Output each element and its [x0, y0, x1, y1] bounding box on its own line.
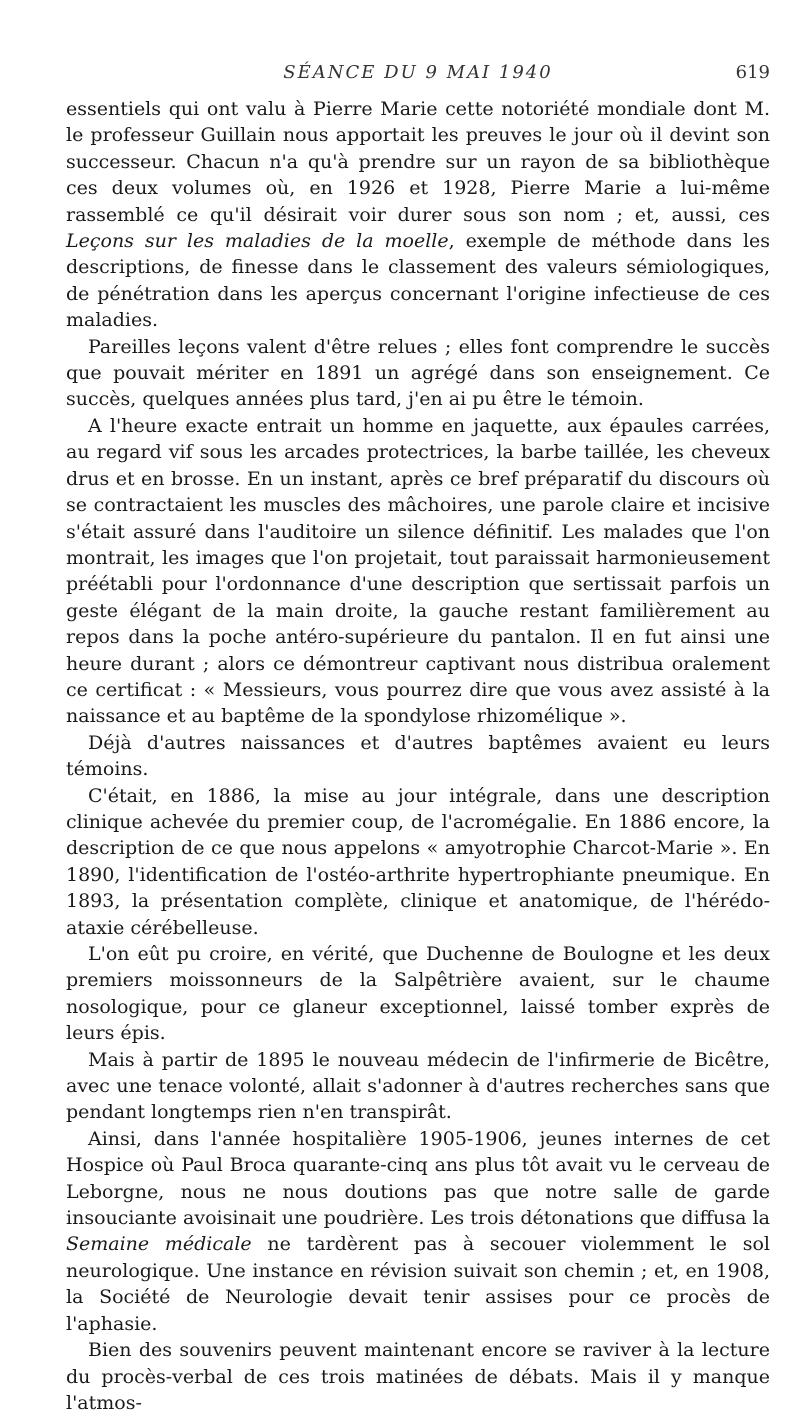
running-title: SÉANCE DU 9 MAI 1940	[283, 62, 553, 83]
paragraph: Mais à partir de 1895 le nouveau médecin de l'infirmerie de Bicêtre, avec une tenace volonté, allait s'adonner à d'autres recherches sans que pendant longtemps rien n'en transpirât.	[66, 1048, 770, 1124]
paragraph: C'était, en 1886, la mise au jour intégrale, dans une description clinique achevée du premier coup, de l'acromégalie. En 1886 encore, la description de ce que nous appelons « amyotrophie Charcot-Marie ». En 1890, l'identification de l'ostéo-arthrite hypertrophiante pneumique. En 1893, la présentation complète, clinique et anatomique, de l'hérédo-ataxie cérébelleuse.	[66, 784, 770, 939]
paragraph: L'on eût pu croire, en vérité, que Duchenne de Boulogne et les deux premiers moissonneurs de la Salpêtrière avaient, sur le chaume nosologique, pour ce glaneur exceptionnel, laissé tomber exprès de leurs épis.	[66, 943, 770, 1045]
page-number: 619	[735, 62, 770, 83]
paragraph: Déjà d'autres naissances et d'autres baptêmes avaient eu leurs témoins.	[66, 731, 770, 781]
paragraph: Bien des souvenirs peuvent maintenant encore se raviver à la lecture du procès-verbal de ces trois matinées de débats. Mais il y manque l'atmos-	[66, 1339, 770, 1414]
emphasized-title: Semaine médicale	[66, 1233, 252, 1256]
paragraph: A l'heure exacte entrait un homme en jaquette, aux épaules carrées, au regard vif sous les arcades protectrices, la barbe taillée, les cheveux drus et en brosse. En un instant, après ce bref préparatif du discours où se contractaient les muscles des mâchoires, une parole claire et incisive s'était assuré dans l'auditoire un silence définitif. Les malades que l'on montrait, les images que l'on projetait, tout paraissait harmonieusement préétabli pour l'ordonnance d'une description que sertissait parfois un geste élégant de la main droite, la gauche restant familièrement au repos dans la poche antéro-supérieure du pantalon. Il en fut ainsi une heure durant ; alors ce démontreur captivant nous distribua oralement ce certificat : « Messieurs, vous pourrez dire que vous avez assisté à la naissance et au baptême de la spondylose rhizomélique ».	[66, 414, 770, 728]
paragraph: essentiels qui ont valu à Pierre Marie cette notoriété mondiale dont M. le professeur Guillain nous apportait les preuves le jour où il devint son successeur. Chacun n'a qu'à prendre sur un rayon de sa bibliothèque ces deux volumes où, en 1926 et 1928, Pierre Marie a lui-même rassemblé ce qu'il désirait voir durer sous son nom ; et, aussi, ces Leçons sur les maladies de la moelle, exemple de méthode dans les descriptions, de finesse dans le classement des valeurs sémiologiques, de pénétration dans les aperçus concernant l'origine infectieuse de ces maladies.	[66, 98, 771, 332]
emphasized-title: Leçons sur les maladies de la moelle	[66, 230, 449, 253]
body-text	[66, 96, 770, 1416]
page-header	[66, 62, 770, 88]
paragraph: Ainsi, dans l'année hospitalière 1905-1906, jeunes internes de cet Hospice où Paul Broca quarante-cinq ans plus tôt avait vu le cerveau de Leborgne, nous ne nous doutions pas que notre salle de garde insouciante avoisinait une poudrière. Les trois détonations que diffusa la Semaine médicale ne tardèrent pas à secouer violemment le sol neurologique. Une instance en révision suivait son chemin ; et, en 1908, la Société de Neurologie devait tenir assises pour ce procès de l'aphasie.	[66, 1127, 770, 1335]
paragraph: Pareilles leçons valent d'être relues ; elles font comprendre le succès que pouvait mériter en 1891 un agrégé dans son enseignement. Ce succès, quelques années plus tard, j'en ai pu être le témoin.	[66, 335, 770, 411]
